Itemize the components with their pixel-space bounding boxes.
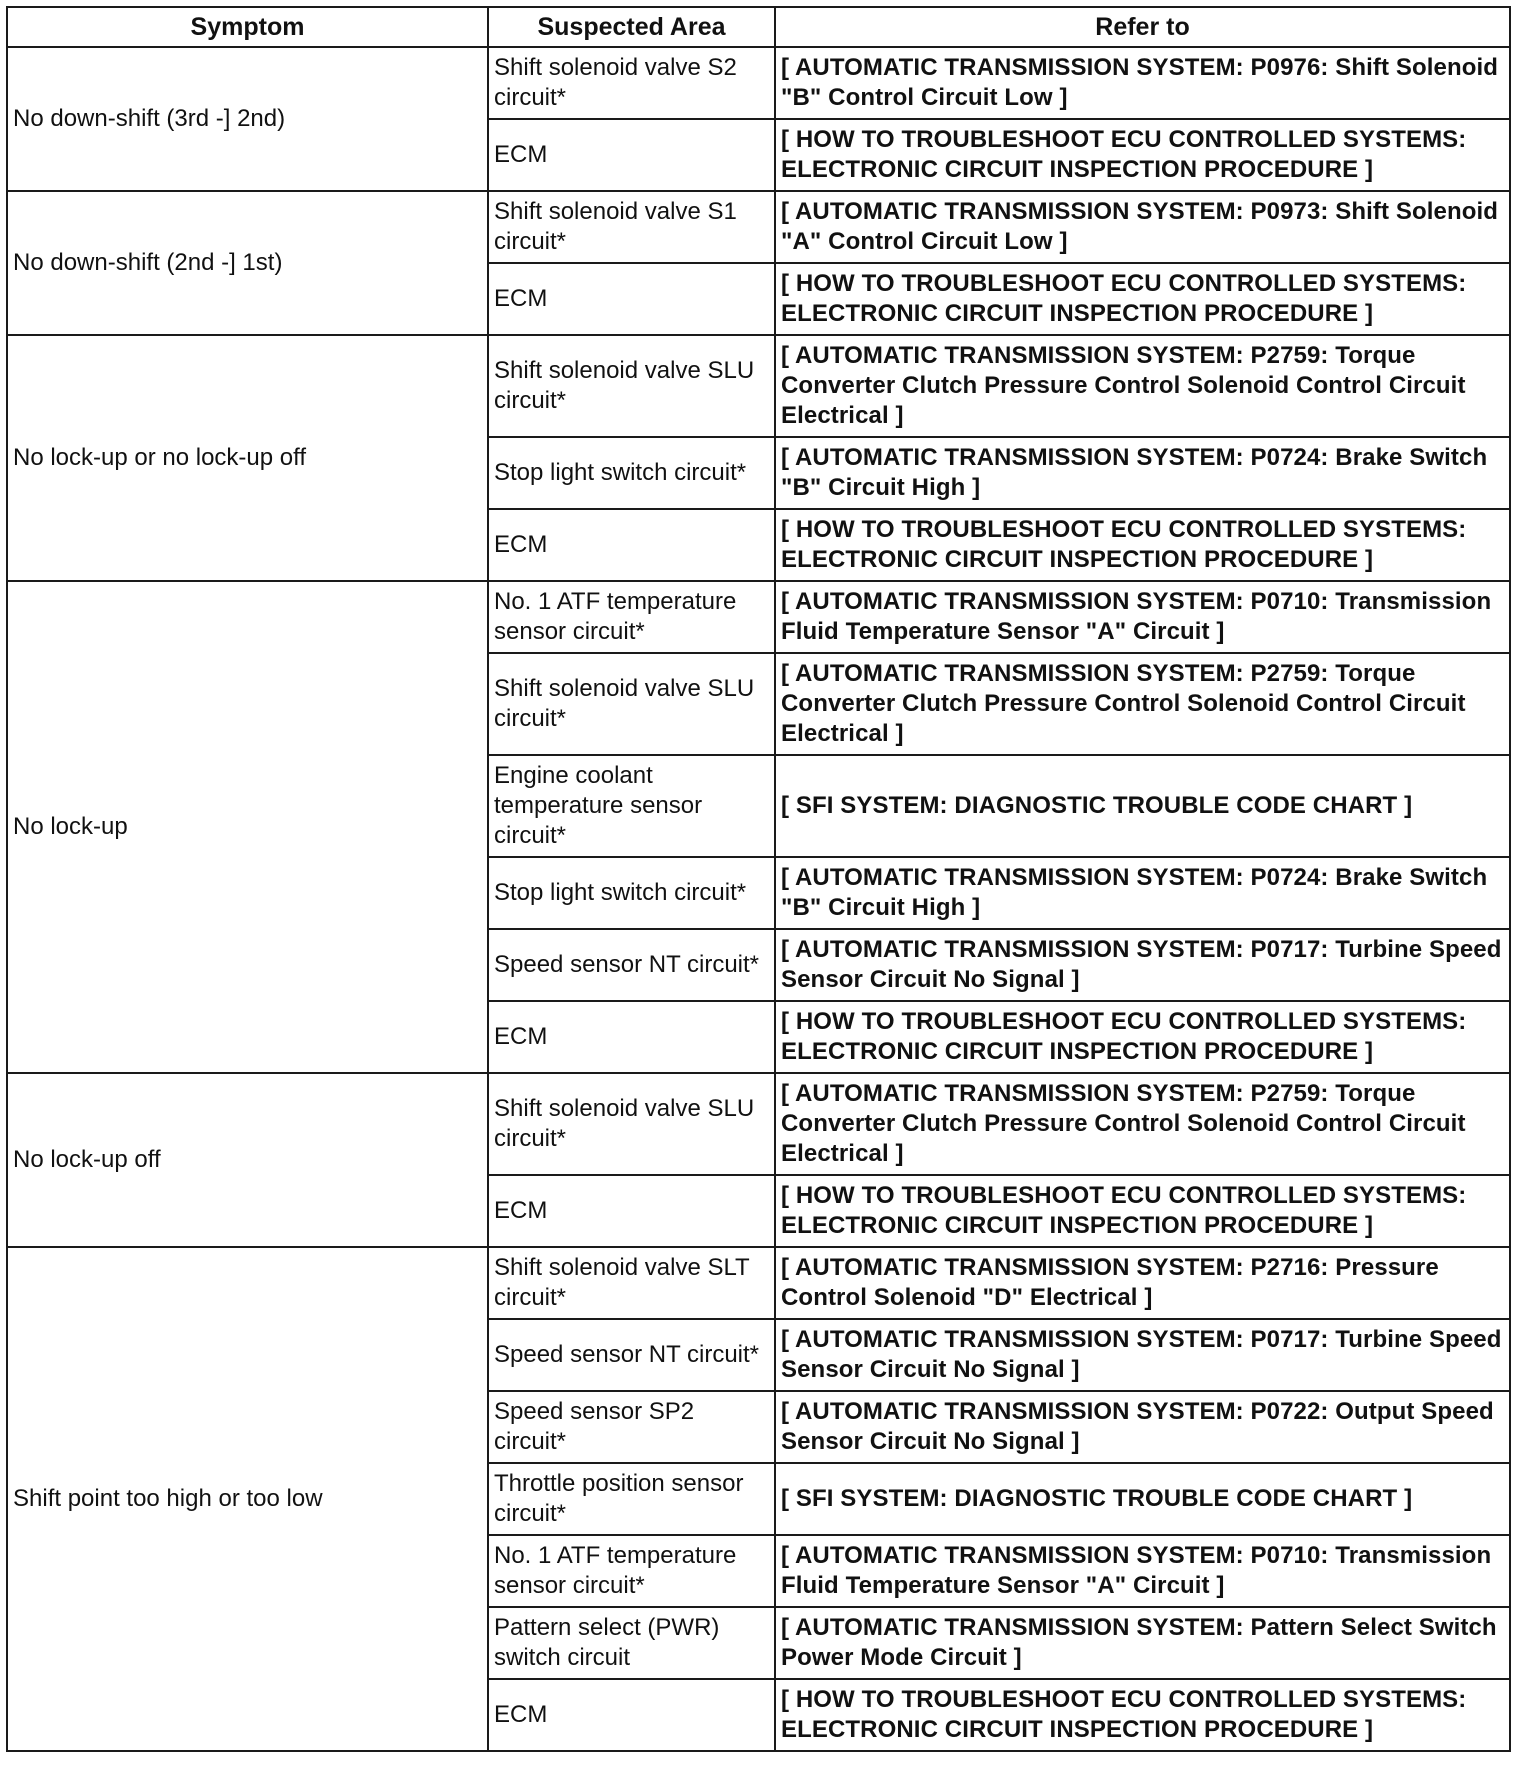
refer-to-cell: [ AUTOMATIC TRANSMISSION SYSTEM: P0717: Turbine Speed Sensor Circuit No Signal ] [775, 1319, 1510, 1391]
refer-to-cell: [ AUTOMATIC TRANSMISSION SYSTEM: P2759: Torque Converter Clutch Pressure Control Solenoid Control Circuit Electrical ] [775, 653, 1510, 755]
refer-to-cell: [ AUTOMATIC TRANSMISSION SYSTEM: P0710: Transmission Fluid Temperature Sensor "A" Circuit ] [775, 581, 1510, 653]
table-row [7, 1247, 1510, 1319]
table-row [7, 335, 1510, 437]
refer-to-cell: [ HOW TO TROUBLESHOOT ECU CONTROLLED SYSTEMS: ELECTRONIC CIRCUIT INSPECTION PROCEDURE ] [775, 119, 1510, 191]
suspected-area-cell: ECM [488, 1001, 775, 1073]
refer-to-cell: [ AUTOMATIC TRANSMISSION SYSTEM: P0717: Turbine Speed Sensor Circuit No Signal ] [775, 929, 1510, 1001]
symptom-cell: No lock-up or no lock-up off [7, 335, 488, 581]
suspected-area-cell: Shift solenoid valve SLT circuit* [488, 1247, 775, 1319]
refer-to-cell: [ HOW TO TROUBLESHOOT ECU CONTROLLED SYSTEMS: ELECTRONIC CIRCUIT INSPECTION PROCEDURE ] [775, 1175, 1510, 1247]
table-row [7, 191, 1510, 263]
refer-to-cell: [ AUTOMATIC TRANSMISSION SYSTEM: P2759: Torque Converter Clutch Pressure Control Solenoid Control Circuit Electrical ] [775, 1073, 1510, 1175]
suspected-area-cell: Shift solenoid valve SLU circuit* [488, 335, 775, 437]
suspected-area-cell: No. 1 ATF temperature sensor circuit* [488, 1535, 775, 1607]
suspected-area-cell: Shift solenoid valve SLU circuit* [488, 1073, 775, 1175]
refer-to-cell: [ AUTOMATIC TRANSMISSION SYSTEM: Pattern Select Switch Power Mode Circuit ] [775, 1607, 1510, 1679]
suspected-area-cell: ECM [488, 1175, 775, 1247]
refer-to-cell: [ AUTOMATIC TRANSMISSION SYSTEM: P0710: Transmission Fluid Temperature Sensor "A" Circuit ] [775, 1535, 1510, 1607]
symptom-cell: No down-shift (3rd -] 2nd) [7, 47, 488, 191]
refer-to-cell: [ AUTOMATIC TRANSMISSION SYSTEM: P0976: Shift Solenoid "B" Control Circuit Low ] [775, 47, 1510, 119]
suspected-area-cell: Stop light switch circuit* [488, 437, 775, 509]
refer-to-cell: [ AUTOMATIC TRANSMISSION SYSTEM: P2759: Torque Converter Clutch Pressure Control Solenoid Control Circuit Electrical ] [775, 335, 1510, 437]
header-symptom: Symptom [7, 7, 488, 47]
suspected-area-cell: ECM [488, 1679, 775, 1751]
refer-to-cell: [ AUTOMATIC TRANSMISSION SYSTEM: P0724: Brake Switch "B" Circuit High ] [775, 437, 1510, 509]
table-row [7, 47, 1510, 119]
refer-to-cell: [ HOW TO TROUBLESHOOT ECU CONTROLLED SYSTEMS: ELECTRONIC CIRCUIT INSPECTION PROCEDURE ] [775, 509, 1510, 581]
symptom-cell: Shift point too high or too low [7, 1247, 488, 1751]
refer-to-cell: [ AUTOMATIC TRANSMISSION SYSTEM: P0722: Output Speed Sensor Circuit No Signal ] [775, 1391, 1510, 1463]
suspected-area-cell: Shift solenoid valve S1 circuit* [488, 191, 775, 263]
symptom-cell: No down-shift (2nd -] 1st) [7, 191, 488, 335]
suspected-area-cell: Shift solenoid valve S2 circuit* [488, 47, 775, 119]
symptom-cell: No lock-up [7, 581, 488, 1073]
suspected-area-cell: Speed sensor NT circuit* [488, 929, 775, 1001]
refer-to-cell: [ AUTOMATIC TRANSMISSION SYSTEM: P0973: Shift Solenoid "A" Control Circuit Low ] [775, 191, 1510, 263]
table-header [7, 7, 1510, 47]
header-suspected-area: Suspected Area [488, 7, 775, 47]
suspected-area-cell: Speed sensor SP2 circuit* [488, 1391, 775, 1463]
refer-to-cell: [ SFI SYSTEM: DIAGNOSTIC TROUBLE CODE CHART ] [775, 755, 1510, 857]
troubleshooting-table [6, 6, 1511, 1752]
header-row [7, 7, 1510, 47]
table-row [7, 581, 1510, 653]
symptom-cell: No lock-up off [7, 1073, 488, 1247]
suspected-area-cell: ECM [488, 509, 775, 581]
refer-to-cell: [ HOW TO TROUBLESHOOT ECU CONTROLLED SYSTEMS: ELECTRONIC CIRCUIT INSPECTION PROCEDURE ] [775, 1679, 1510, 1751]
refer-to-cell: [ AUTOMATIC TRANSMISSION SYSTEM: P0724: Brake Switch "B" Circuit High ] [775, 857, 1510, 929]
suspected-area-cell: ECM [488, 263, 775, 335]
header-refer-to: Refer to [775, 7, 1510, 47]
suspected-area-cell: ECM [488, 119, 775, 191]
suspected-area-cell: Engine coolant temperature sensor circuit* [488, 755, 775, 857]
refer-to-cell: [ SFI SYSTEM: DIAGNOSTIC TROUBLE CODE CHART ] [775, 1463, 1510, 1535]
refer-to-cell: [ AUTOMATIC TRANSMISSION SYSTEM: P2716: Pressure Control Solenoid "D" Electrical ] [775, 1247, 1510, 1319]
suspected-area-cell: Pattern select (PWR) switch circuit [488, 1607, 775, 1679]
suspected-area-cell: Throttle position sensor circuit* [488, 1463, 775, 1535]
table-body [7, 47, 1510, 1751]
refer-to-cell: [ HOW TO TROUBLESHOOT ECU CONTROLLED SYSTEMS: ELECTRONIC CIRCUIT INSPECTION PROCEDURE ] [775, 263, 1510, 335]
suspected-area-cell: Speed sensor NT circuit* [488, 1319, 775, 1391]
suspected-area-cell: No. 1 ATF temperature sensor circuit* [488, 581, 775, 653]
refer-to-cell: [ HOW TO TROUBLESHOOT ECU CONTROLLED SYSTEMS: ELECTRONIC CIRCUIT INSPECTION PROCEDURE ] [775, 1001, 1510, 1073]
suspected-area-cell: Shift solenoid valve SLU circuit* [488, 653, 775, 755]
table-row [7, 1073, 1510, 1175]
suspected-area-cell: Stop light switch circuit* [488, 857, 775, 929]
